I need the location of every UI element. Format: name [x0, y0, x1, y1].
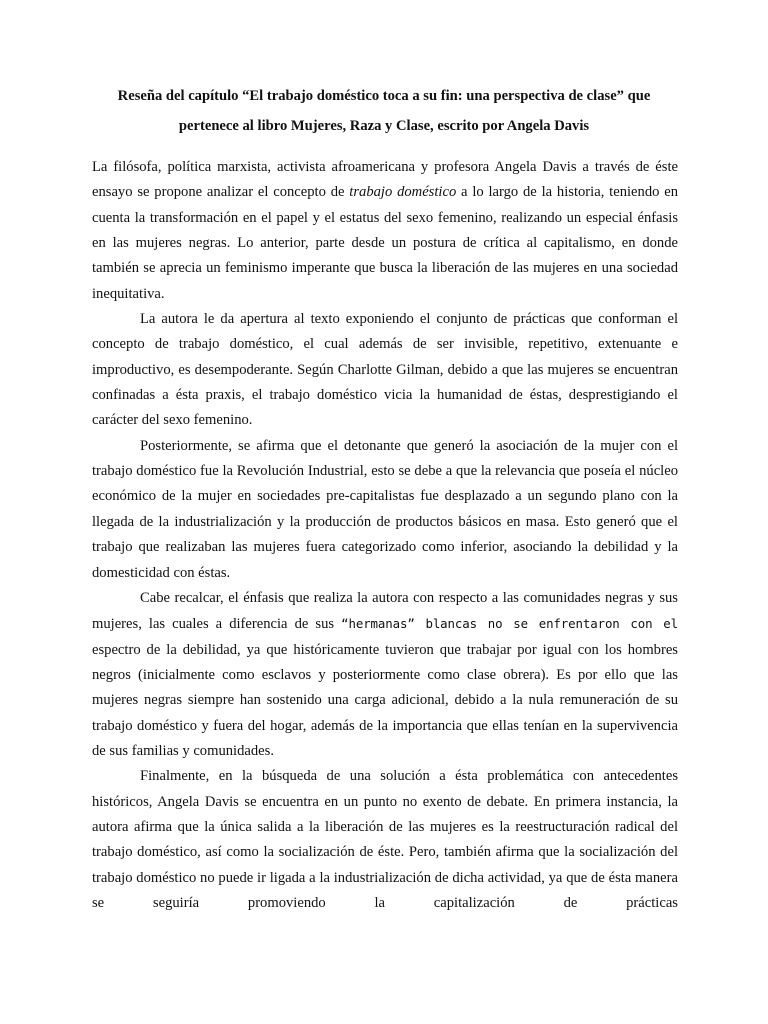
paragraph-4 — [92, 586, 678, 764]
paragraph-4-text-b: espectro de la debilidad, ya que históricamente tuvieron que trabajar por igual con los hombres negros (inicialmente como esclavos y posteriormente como clase obrera). Es por ello que las mujeres negras siempre han sostenido una carga adicional, debido a la nula remuneración de su trabajo doméstico y fuera del hogar, además de la importancia que ellas tenían en la supervivencia de sus familias y comunidades. — [92, 641, 678, 759]
paragraph-2-text: La autora le da apertura al texto exponiendo el conjunto de prácticas que conforman el concepto de trabajo doméstico, el cual además de ser invisible, repetitivo, extenuante e improductivo, es desempoderante. Según Charlotte Gilman, debido a que las mujeres se encuentran confinadas a ésta praxis, el trabajo doméstico vicia la humanidad de éstas, desprestigiando el carácter del sexo femenino. — [92, 311, 678, 429]
paragraph-3 — [92, 434, 678, 586]
document-body — [92, 155, 678, 916]
paragraph-1-text-b: a lo largo de la historia, teniendo en cuenta la transformación en el papel y el estatus del sexo femenino, realizando un especial énfasis en las mujeres negras. Lo anterior, parte desde un postura de crítica al capitalismo, en donde también se aprecia un feminismo imperante que busca la liberación de las mujeres en una sociedad inequitativa. — [92, 184, 678, 302]
paragraph-3-text: Posteriormente, se afirma que el detonante que generó la asociación de la mujer con el trabajo doméstico fue la Revolución Industrial, esto se debe a que la relevancia que poseía el núcleo económico de la mujer en sociedades pre-capitalistas fue desplazado a un segundo plano con la llegada de la industrialización y la producción de productos básicos en masa. Esto generó que el trabajo que realizaban las mujeres fuera categorizado como inferior, asociando la debilidad y la domesticidad con éstas. — [92, 437, 678, 581]
title-line-1: Reseña del capítulo “El trabajo doméstico toca a su fin: una perspectiva de clase” que — [117, 88, 651, 104]
paragraph-2 — [92, 307, 678, 434]
paragraph-5-text: Finalmente, en la búsqueda de una solución a ésta problemática con antecedentes históricos, Angela Davis se encuentra en un punto no exento de debate. En primera instancia, la autora afirma que la única salida a la liberación de las mujeres es la reestructuración radical del trabajo doméstico, así como la socialización de éste. Pero, también afirma que la socialización del trabajo doméstico no puede ir ligada a la industrialización de dicha actividad, ya que de ésta manera se seguiría promoviendo la capitalización de prácticas — [92, 768, 678, 911]
document-title — [92, 84, 676, 140]
paragraph-4-monospace-run: “hermanas” blancas no se enfrentaron con el — [341, 616, 678, 632]
title-line-2: pertenece al libro Mujeres, Raza y Clase, escrito por Angela Davis — [178, 118, 590, 135]
paragraph-5 — [92, 764, 678, 916]
paragraph-1-text-a: La filósofa, política marxista, activista afroamericana y profesora Angela Davis a través de éste ensayo se propone analizar el concepto de — [92, 159, 678, 201]
paragraph-1 — [92, 155, 678, 307]
paragraph-4-text-a: Cabe recalcar, el énfasis que realiza la autora con respecto a las comunidades negras y sus mujeres, las cuales a diferencia de sus — [92, 589, 678, 633]
paragraph-1-emphasis: trabajo doméstico — [349, 184, 457, 201]
